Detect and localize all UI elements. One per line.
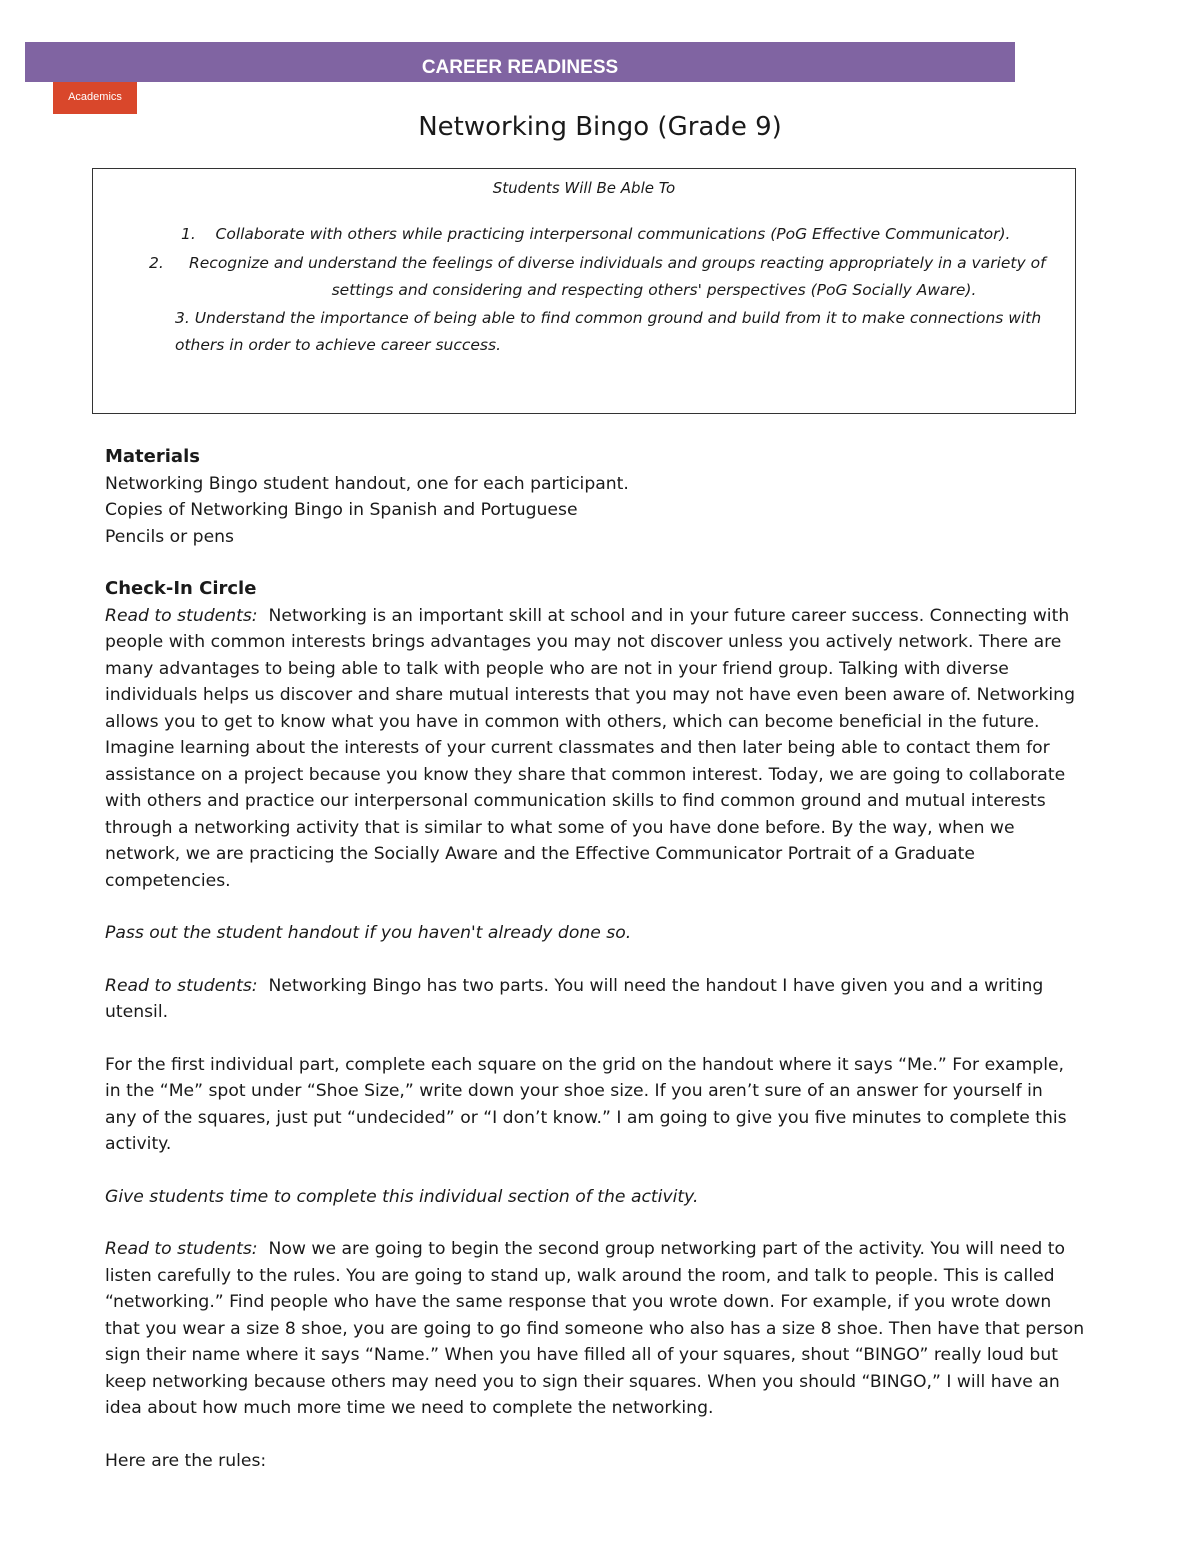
checkin-heading: Check-In Circle xyxy=(105,578,257,599)
academics-logo xyxy=(53,82,137,114)
banner-title: CAREER READINESS xyxy=(421,57,619,78)
paragraph-line: keep networking because others may need you to sign their squares. When you should “BINGO,” I will have an xyxy=(105,1371,1060,1392)
materials-item: Pencils or pens xyxy=(105,526,235,547)
materials-item: Copies of Networking Bingo in Spanish and Portuguese xyxy=(105,500,578,520)
paragraph-line: Imagine learning about the interests of your current classmates and then later being able to contact them for xyxy=(105,738,1050,758)
objective-3 xyxy=(175,305,1065,359)
materials-item: Networking Bingo student handout, one for each participant. xyxy=(105,473,629,494)
read-to-students-label: Read to students: xyxy=(105,605,258,626)
read-to-students-label: Read to students: xyxy=(105,975,258,996)
paragraph-line: people with common interests brings advantages you may not discover unless you actively network. There are xyxy=(105,632,1062,652)
paragraph-line: “networking.” Find people who have the same response that you wrote down. For example, if you wrote down xyxy=(105,1292,1052,1312)
paragraph-text: Now we are going to begin the second group networking part of the activity. You will need to xyxy=(268,1239,1065,1259)
objective-1-text: Collaborate with others while practicing interpersonal communications (PoG Effective Communicator). xyxy=(215,225,1011,243)
materials-heading: Materials xyxy=(105,446,200,467)
paragraph-line: any of the squares, just put “undecided” or “I don’t know.” I am going to give you five minutes to complete this xyxy=(105,1107,1067,1128)
paragraph-line: that you wear a size 8 shoe, you are going to go find someone who also has a size 8 shoe. Then have that person xyxy=(105,1318,1085,1339)
checkin-paragraph-line xyxy=(105,1236,1100,1263)
paragraph-text: Networking is an important skill at school and in your future career success. Connecting with xyxy=(268,605,1070,626)
paragraph-line: sign their name where it says “Name.” When you have filled all of your squares, shout “BINGO” really loud but xyxy=(105,1345,1058,1365)
paragraph-line: through a networking activity that is similar to what some of you have done before. By the way, when we xyxy=(105,817,1015,838)
paragraph-line: allows you to get to know what you have in common with others, which can become beneficial in the future. xyxy=(105,711,1040,732)
objective-3-line-1: 3. Understand the importance of being able to find common ground and build from it to make connections with xyxy=(175,309,1042,327)
paragraph-line: in the “Me” spot under “Shoe Size,” write down your shoe size. If you aren’t sure of an answer for yourself in xyxy=(105,1081,1043,1101)
teacher-instruction: Pass out the student handout if you haven't already done so. xyxy=(105,923,632,943)
paragraph-line: assistance on a project because you know they share that common interest. Today, we are going to collaborate xyxy=(105,764,1066,785)
paragraph-line: many advantages to being able to talk with people who are not in your friend group. Talking with diverse xyxy=(105,658,1009,679)
teacher-instruction: Give students time to complete this individual section of the activity. xyxy=(105,1186,699,1207)
paragraph-line: For the first individual part, complete each square on the grid on the handout where it says “Me.” For example, xyxy=(105,1054,1065,1075)
paragraph-line: network, we are practicing the Socially Aware and the Effective Communicator Portrait of a Graduate xyxy=(105,844,975,864)
objective-1 xyxy=(181,221,1011,248)
checkin-paragraph-line xyxy=(105,603,1100,630)
paragraph-line: listen carefully to the rules. You are going to stand up, walk around the room, and talk to people. This is called xyxy=(105,1265,1055,1286)
paragraph-line: utensil. xyxy=(105,1002,169,1022)
objective-3-line-2: others in order to achieve career success. xyxy=(175,336,502,354)
checkin-paragraph-line xyxy=(105,973,1100,1000)
objectives-heading: Students Will Be Able To xyxy=(492,179,676,197)
paragraph-text: Networking Bingo has two parts. You will need the handout I have given you and a writing xyxy=(268,975,1044,996)
objective-2-number: 2. xyxy=(149,254,164,272)
objectives-box xyxy=(92,168,1076,414)
career-readiness-banner xyxy=(25,42,1015,82)
lesson-content xyxy=(105,444,1100,1474)
objective-2-line-2: settings and considering and respecting others' perspectives (PoG Socially Aware). xyxy=(331,281,977,299)
read-to-students-label: Read to students: xyxy=(105,1239,258,1259)
rules-intro: Here are the rules: xyxy=(105,1450,267,1471)
objective-2 xyxy=(149,250,1059,304)
paragraph-line: idea about how much more time we need to complete the networking. xyxy=(105,1398,714,1418)
paragraph-line: competencies. xyxy=(105,870,231,891)
logo-text: Academics xyxy=(68,91,122,103)
paragraph-line: individuals helps us discover and share mutual interests that you may not have even been aware of. Networking xyxy=(105,685,1075,705)
paragraph-line: activity. xyxy=(105,1134,172,1154)
objective-1-number: 1. xyxy=(181,225,196,243)
page-title: Networking Bingo (Grade 9) xyxy=(418,112,782,142)
paragraph-line: with others and practice our interpersonal communication skills to find common ground and mutual interests xyxy=(105,791,1046,811)
objective-2-line-1: Recognize and understand the feelings of diverse individuals and groups reacting appropriately in a variety of xyxy=(189,254,1046,272)
